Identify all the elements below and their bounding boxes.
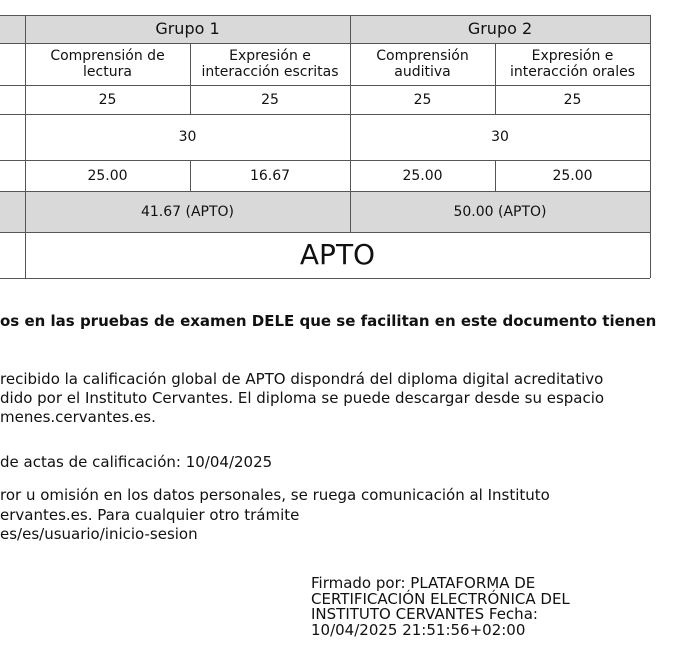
results-validity-note: os en las pruebas de examen DELE que se facilitan en este documento tienen: [0, 312, 657, 330]
diploma-paragraph-line: recibido la calificación global de APTO dispondrá del diploma digital acreditativo: [0, 370, 604, 388]
group-2-result: 50.00 (APTO): [350, 191, 650, 232]
subheader-reading: Comprensión de lectura: [50, 48, 165, 80]
group-1-header: Grupo 1: [25, 15, 350, 43]
subheader-writing: Expresión e interacción escritas: [201, 48, 339, 80]
group-1-result: 41.67 (APTO): [25, 191, 350, 232]
diploma-paragraph-line: dido por el Instituto Cervantes. El diploma se puede descargar desde su espacio: [0, 389, 605, 407]
contact-paragraph-line: ervantes.es. Para cualquier otro trámite: [0, 506, 300, 524]
final-result: APTO: [299, 238, 376, 271]
obtained-score-cell: 25.00: [552, 167, 593, 184]
max-score-cell: 25: [98, 91, 117, 108]
electronic-signature: [311, 576, 570, 638]
max-score-cell: 25: [563, 91, 582, 108]
signature-line: Firmado por: PLATAFORMA DE: [311, 574, 536, 592]
obtained-score-cell: 25.00: [87, 167, 128, 184]
max-score-cell: 25: [261, 91, 279, 108]
subheader-listening: Comprensión auditiva: [376, 48, 469, 80]
group-result-stub: [0, 191, 25, 232]
signature-line: INSTITUTO CERVANTES Fecha:: [311, 605, 538, 623]
obtained-score-cell: 16.67: [249, 167, 291, 184]
contact-paragraph-line: ror u omisión en los datos personales, se ruega comunicación al Instituto: [0, 486, 550, 504]
min-score-group-1: 30: [178, 129, 197, 145]
acts-date-line: de actas de calificación: 10/04/2025: [0, 453, 273, 471]
group-2-header: Grupo 2: [350, 15, 650, 43]
signature-line: CERTIFICACIÓN ELECTRÓNICA DEL: [311, 589, 570, 608]
obtained-score-cell: 25.00: [402, 167, 443, 184]
max-score-cell: 25: [413, 91, 432, 108]
login-link[interactable]: es/es/usuario/inicio-sesion: [0, 525, 198, 543]
diploma-paragraph-line: menes.cervantes.es.: [0, 408, 156, 426]
subheader-speaking: Expresión e interacción orales: [509, 48, 636, 80]
left-header-stub: [0, 15, 25, 43]
signature-line: 10/04/2025 21:51:56+02:00: [311, 620, 526, 639]
min-score-group-2: 30: [491, 129, 509, 145]
